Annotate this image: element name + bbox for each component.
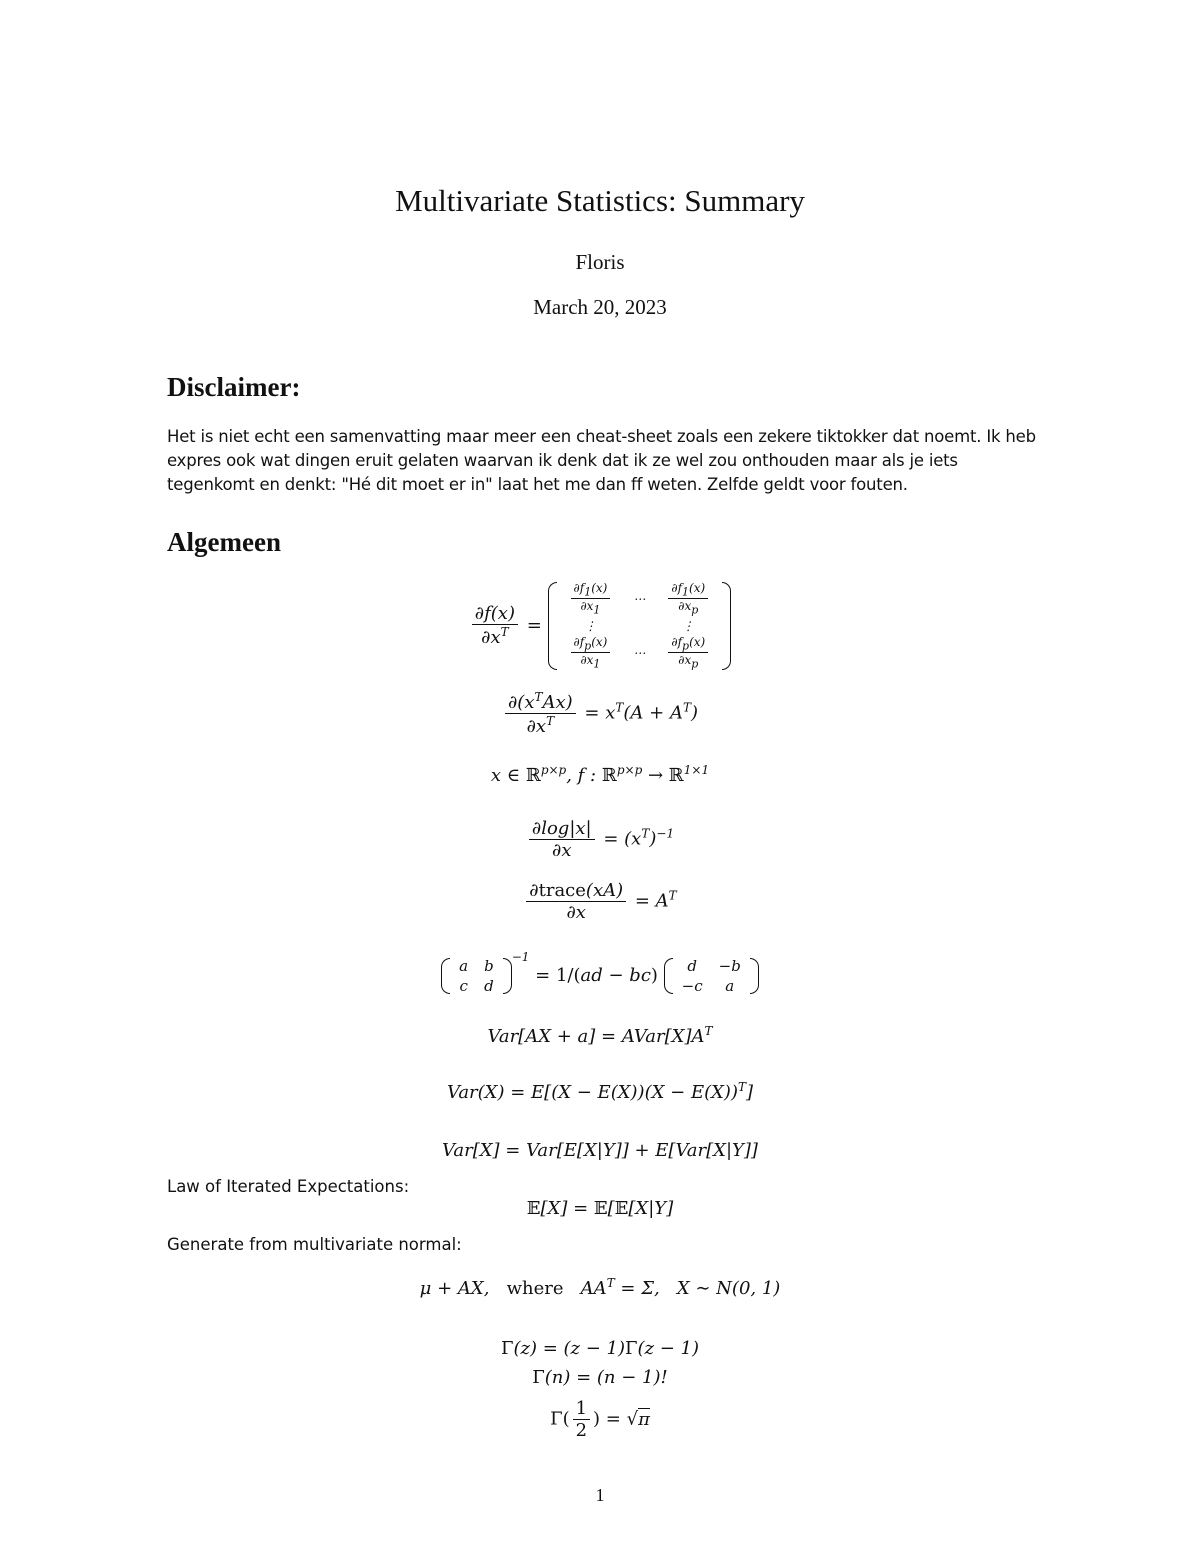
disclaimer-paragraph: Het is niet echt een samenvatting maar meer een cheat-sheet zoals een zekere tiktokker dat noemt. Ik heb expres ook wat dingen eruit gelaten waarvan ik denk dat ik ze wel zou onthouden maar als je iets tegenkomt en denkt: "Hé dit moet er in" laat het me dan ff weten. Zelfde geldt voor fouten. — [167, 427, 1036, 494]
equation-quadratic-form: $\frac{\partial(x^TAx)}{\partial x^T}$ = $x^T(A + A^T)$ — [0, 690, 1200, 737]
document-author: Floris — [575, 250, 625, 274]
label-generate-normal: Generate from multivariate normal: — [167, 1235, 462, 1254]
equation-log-determinant: $\frac{\partial\log|x|}{\partial x}$ = $(x^T)^{-1}$ — [0, 818, 1200, 861]
equation-total-variance: Var[X] = Var[E[X|Y]] + E[Var[X|Y]] — [442, 1140, 758, 1161]
heading-disclaimer: Disclaimer: — [167, 372, 301, 402]
equation-domain: x ∈ ℝ$^{p\times p}$, f : ℝ$^{p\times p}$ → ℝ$^{1\times 1}$ — [490, 763, 710, 786]
heading-algemeen: Algemeen — [167, 527, 281, 557]
equation-jacobian: $\frac{\partial f(x)}{\partial x^T}$ = $\frac{\partial f_1(x)}{\partial x_1}$ ⋯ $\frac{\partial f_1(x)}{\partial x_p}$ ⋮ ⋮ $\frac{\partial f_p(x)}{\partial x_1}$ ⋯ $\frac{\partial f_p(x)}{\partial x_p}$ — [0, 580, 1200, 672]
equation-var-linear: $Var[AX + a] = AVar[X]A^T$ — [487, 1024, 713, 1047]
equation-iterated-expectations: 𝔼[X] = 𝔼[𝔼[X|Y] — [526, 1198, 674, 1219]
equation-gamma-factorial: Γ(n) = (n − 1)! — [532, 1367, 668, 1388]
equation-trace: $\frac{\text{∂trace(xA)}}{\partial x}$ = $A^T$ — [0, 880, 1200, 923]
equation-mvn-generation: μ + AX, where $AA^T = \Sigma$, X ∼ N(0, 1) — [419, 1276, 781, 1299]
equation-gamma-recursion: Γ(z) = (z − 1)Γ(z − 1) — [500, 1338, 700, 1359]
equation-var-definition: $Var(X) = E[(X - E(X))(X - E(X))^T]$ — [446, 1080, 754, 1103]
document-title: Multivariate Statistics: Summary — [395, 183, 805, 218]
label-law-iterated-expectations: Law of Iterated Expectations: — [167, 1177, 410, 1196]
equation-inverse-2x2: a b c d $^{-1}$ = 1/(ad − bc) d −b −c a — [0, 950, 1200, 996]
page-number: 1 — [595, 1485, 605, 1505]
equation-gamma-half: Γ( $\frac{1}{2}$ ) = √π — [550, 1398, 650, 1441]
document-date: March 20, 2023 — [533, 295, 667, 319]
